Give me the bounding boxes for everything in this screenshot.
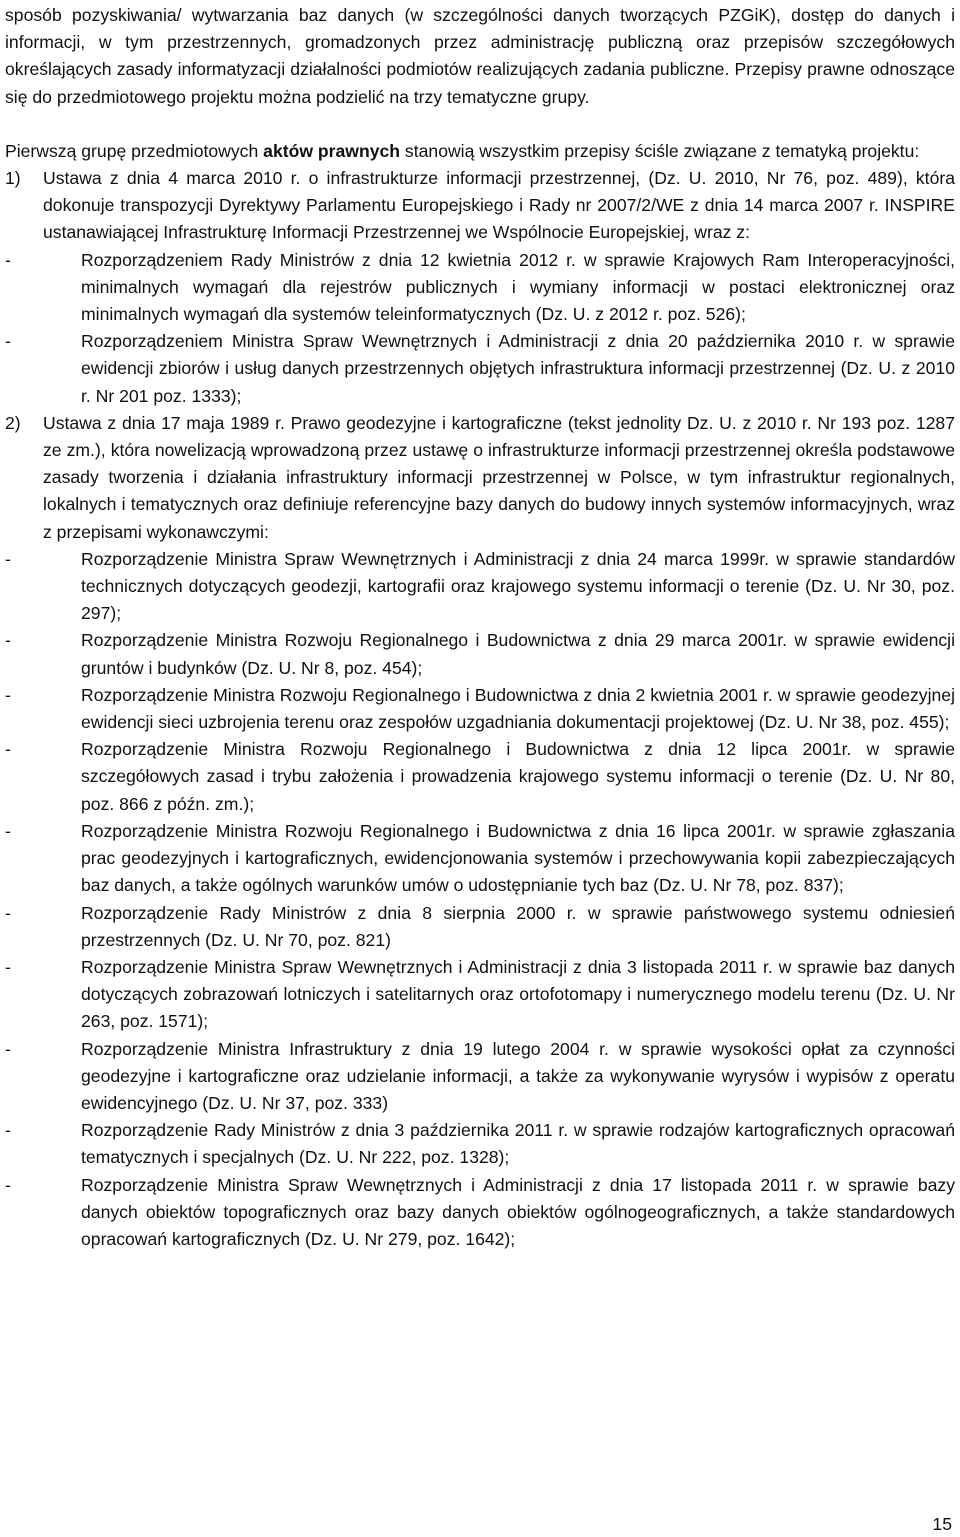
sub-list-item-text: Rozporządzeniem Ministra Spraw Wewnętrznych i Administracji z dnia 20 października 2010 r. w sprawie ewidencji zbiorów i usług danych przestrzennych objętych infrastruktura informacji przestrzennej (Dz. U. z 2010 r. Nr 201 poz. 1333); xyxy=(81,331,955,406)
sub-list-item xyxy=(5,1036,955,1118)
sub-list-item xyxy=(5,328,955,410)
sub-list-item-text: Rozporządzenie Ministra Rozwoju Regionalnego i Budownictwa z dnia 29 marca 2001r. w sprawie ewidencji gruntów i budynków (Dz. U. Nr 8, poz. 454); xyxy=(81,630,955,678)
sub-list-item-text: Rozporządzenie Ministra Rozwoju Regionalnego i Budownictwa z dnia 16 lipca 2001r. w sprawie zgłaszania prac geodezyjnych i kartograficznych, ewidencjonowania systemów i przechowywania kopii zabezpieczających baz danych, a także ogólnych warunków umów o udostępnianie tych baz (Dz. U. Nr 78, poz. 837); xyxy=(81,820,955,896)
legal-acts-list xyxy=(5,165,955,1253)
group-one-intro xyxy=(5,138,955,165)
list-item-text: Ustawa z dnia 17 maja 1989 r. Prawo geodezyjne i kartograficzne (tekst jednolity Dz. U. z 2010 r. Nr 193 poz. 1287 ze zm.), która nowelizacją wprowadzoną przez ustawę o infrastrukturze informacji przestrzennej określa podstawowe zasady tworzenia i działania infrastruktury informacji przestrzennej w Polsce, w tym infrastruktur regionalnych, lokalnych i tematycznych oraz definiuje referencyjne bazy danych do budowy innych systemów informacyjnych, wraz z przepisami wykonawczymi: xyxy=(43,412,955,542)
sub-list-item-text: Rozporządzenie Rady Ministrów z dnia 8 sierpnia 2000 r. w sprawie państwowego systemu odniesień przestrzennych (Dz. U. Nr 70, poz. 821) xyxy=(81,902,955,950)
dash-marker: - xyxy=(5,820,11,841)
sub-list-item-text: Rozporządzenie Ministra Spraw Wewnętrznych i Administracji z dnia 3 listopada 2011 r. w sprawie baz danych dotyczących zobrazowań lotniczych i satelitarnych oraz ortofotomapy i numerycznego modelu terenu (Dz. U. Nr 263, poz. 1571); xyxy=(81,956,955,1032)
list-item xyxy=(5,165,955,410)
sub-list-item-text: Rozporządzenie Ministra Infrastruktury z dnia 19 lutego 2004 r. w sprawie wysokości opłat za czynności geodezyjne i kartograficzne oraz udzielanie informacji, a także za wykonywanie wyrysów i wypisów z operatu ewidencyjnego (Dz. U. Nr 37, poz. 333) xyxy=(81,1038,955,1113)
dash-marker: - xyxy=(5,331,11,352)
dash-marker: - xyxy=(5,548,11,569)
dash-marker: - xyxy=(5,249,11,270)
intro-paragraph: sposób pozyskiwania/ wytwarzania baz danych (w szczególności danych tworzących PZGiK), dostęp do danych i informacji, w tym przestrzennych, gromadzonych przez administrację publiczną oraz przepisów szczegółowych określających zasady informatyzacji działalności podmiotów realizujących zadania publiczne. Przepisy prawne odnoszące się do przedmiotowego projektu można podzielić na trzy tematyczne grupy. xyxy=(5,5,955,107)
list-item-number: 1) xyxy=(5,168,21,189)
dash-marker: - xyxy=(5,630,11,651)
sub-list-item xyxy=(5,900,955,954)
dash-marker: - xyxy=(5,902,11,923)
sub-list-item xyxy=(5,546,955,628)
dash-marker: - xyxy=(5,1120,11,1141)
list-item-text: Ustawa z dnia 4 marca 2010 r. o infrastrukturze informacji przestrzennej, (Dz. U. 2010, Nr 76, poz. 489), która dokonuje transpozycji Dyrektywy Parlamentu Europejskiego i Rady nr 2007/2/WE z dnia 14 marca 2007 r. INSPIRE ustanawiającej Infrastrukturę Informacji Przestrzennej we Wspólnocie Europejskiej, wraz z: xyxy=(43,168,955,243)
sub-list-item xyxy=(5,954,955,1036)
dash-marker: - xyxy=(5,684,11,705)
dash-marker: - xyxy=(5,1174,11,1195)
dash-marker: - xyxy=(5,956,11,977)
sub-list-item xyxy=(5,736,955,818)
group-one-bold: aktów prawnych xyxy=(263,140,401,161)
sub-list-item-text: Rozporządzenie Rady Ministrów z dnia 3 października 2011 r. w sprawie rodzajów kartograficznych opracowań tematycznych i specjalnych (Dz. U. Nr 222, poz. 1328); xyxy=(81,1120,955,1168)
dash-marker: - xyxy=(5,1038,11,1059)
list-item xyxy=(5,410,955,1253)
sub-list-item xyxy=(5,1117,955,1171)
sub-list-item xyxy=(5,247,955,329)
sub-list-item-text: Rozporządzenie Ministra Spraw Wewnętrznych i Administracji z dnia 17 listopada 2011 r. w sprawie bazy danych obiektów topograficznych oraz bazy danych obiektów ogólnogeograficznych, a także standardowych opracowań kartograficznych (Dz. U. Nr 279, poz. 1642); xyxy=(81,1174,955,1249)
sub-list-item xyxy=(5,1172,955,1254)
sub-list-item-text: Rozporządzenie Ministra Rozwoju Regionalnego i Budownictwa z dnia 12 lipca 2001r. w sprawie szczegółowych zasad i trybu założenia i prowadzenia krajowego systemu informacji o terenie (Dz. U. Nr 80, poz. 866 z późn. zm.); xyxy=(81,739,955,814)
list-item-number: 2) xyxy=(5,412,21,433)
sub-list-item-text: Rozporządzenie Ministra Rozwoju Regionalnego i Budownictwa z dnia 2 kwietnia 2001 r. w sprawie geodezyjnej ewidencji sieci uzbrojenia terenu oraz zespołów uzgadniania dokumentacji projektowej (Dz. U. Nr 38, poz. 455); xyxy=(81,684,955,733)
page-number: 15 xyxy=(932,1514,952,1534)
sub-list-item-text: Rozporządzeniem Rady Ministrów z dnia 12 kwietnia 2012 r. w sprawie Krajowych Ram Interoperacyjności, minimalnych wymagań dla rejestrów publicznych i wymiany informacji w postaci elektronicznej oraz minimalnych wymagań dla systemów teleinformatycznych (Dz. U. z 2012 r. poz. 526); xyxy=(81,249,955,325)
sub-list-item xyxy=(5,818,955,900)
group-one-before: Pierwszą grupę przedmiotowych xyxy=(5,140,264,161)
sub-list-item xyxy=(5,627,955,681)
sub-list-item xyxy=(5,682,955,736)
sub-list-item-text: Rozporządzenie Ministra Spraw Wewnętrznych i Administracji z dnia 24 marca 1999r. w sprawie standardów technicznych dotyczących geodezji, kartografii oraz krajowego systemu informacji o terenie (Dz. U. Nr 30, poz. 297); xyxy=(81,548,955,624)
group-one-after: stanowią wszystkim przepisy ściśle związane z tematyką projektu: xyxy=(400,140,920,161)
dash-marker: - xyxy=(5,739,11,760)
sub-list xyxy=(5,546,955,1253)
sub-list xyxy=(5,247,955,410)
